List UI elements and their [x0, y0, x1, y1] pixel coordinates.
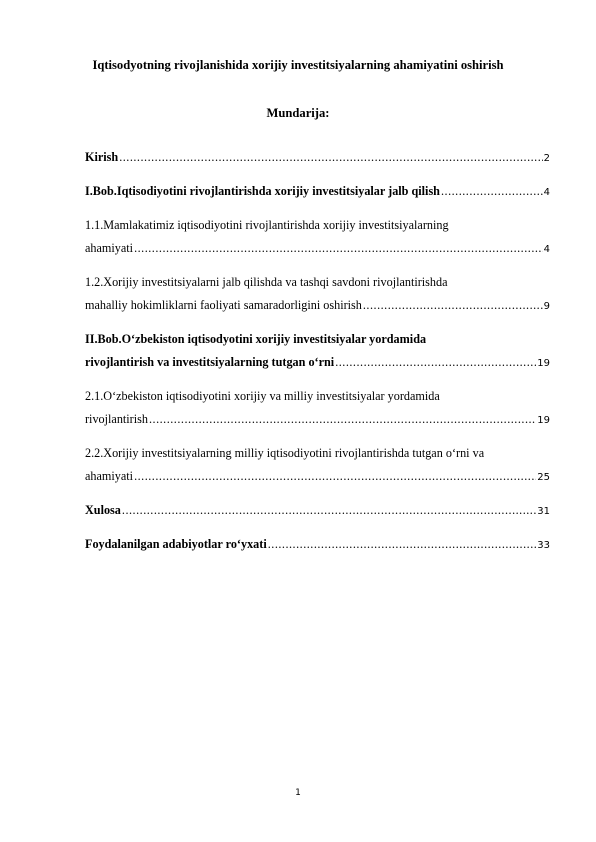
- toc-leader-dots: [335, 351, 536, 374]
- toc-entry-title-line1: 2.1.O‘zbekiston iqtisodiyotini xorijiy va milliy investitsiyalar yordamida: [85, 389, 440, 403]
- toc-entry-title-line1: 1.1.Mamlakatimiz iqtisodiyotini rivojlantirishda xorijiy investitsiyalarning: [85, 218, 449, 232]
- page-number: 1: [295, 788, 301, 798]
- toc-page-number: 9: [543, 301, 550, 312]
- toc-leader-dots: [134, 237, 543, 260]
- toc-entry-title: Xulosa: [85, 503, 121, 517]
- toc-entry[interactable]: [85, 271, 550, 318]
- toc-entry-title: I.Bob.Iqtisodiyotini rivojlantirishda xorijiy investitsiyalar jalb qilish: [85, 184, 440, 198]
- toc-entry-title-line1: II.Bob.O‘zbekiston iqtisodyotini xorijiy investitsiyalar yordamida: [85, 332, 427, 346]
- toc-leader-dots: [268, 533, 537, 556]
- toc-page-number: 4: [543, 187, 550, 198]
- toc-leader-dots: [134, 465, 536, 488]
- toc-heading: Mundarija:: [266, 106, 330, 120]
- toc-entry[interactable]: [85, 442, 550, 489]
- toc-entry[interactable]: [85, 385, 550, 432]
- toc-entry[interactable]: [85, 214, 550, 261]
- toc-entry-title: Foydalanilgan adabiyotlar ro‘yxati: [85, 537, 267, 551]
- toc-entry[interactable]: [85, 533, 550, 557]
- toc-page-number: 31: [537, 506, 550, 517]
- toc-entry-title: ahamiyati: [85, 469, 134, 483]
- toc-leader-dots: [149, 408, 536, 431]
- toc-leader-dots: [441, 180, 543, 203]
- toc-entry[interactable]: [85, 146, 550, 170]
- toc-entry-title: ahamiyati: [85, 241, 134, 255]
- toc-leader-dots: [363, 294, 543, 317]
- table-of-contents: [85, 146, 550, 567]
- toc-entry-title: rivojlantirish: [85, 412, 148, 426]
- toc-page-number: 4: [543, 244, 550, 255]
- toc-entry[interactable]: [85, 180, 550, 204]
- toc-entry-title: mahalliy hokimliklarni faoliyati samaradorligini oshirish: [85, 298, 362, 312]
- toc-leader-dots: [122, 499, 536, 522]
- toc-page-number: 2: [543, 153, 550, 164]
- toc-page-number: 25: [537, 472, 550, 483]
- toc-entry[interactable]: [85, 328, 550, 375]
- toc-entry-title: Kirish: [85, 150, 119, 164]
- toc-page-number: 33: [537, 540, 550, 551]
- document-title: Iqtisodyotning rivojlanishida xorijiy investitsiyalarning ahamiyatini oshirish: [92, 58, 504, 72]
- toc-entry[interactable]: [85, 499, 550, 523]
- toc-page-number: 19: [537, 358, 550, 369]
- toc-page-number: 19: [537, 415, 550, 426]
- toc-entry-title: rivojlantirish va investitsiyalarning tutgan o‘rni: [85, 355, 335, 369]
- toc-entry-title-line1: 1.2.Xorijiy investitsiyalarni jalb qilishda va tashqi savdoni rivojlantirishda: [85, 275, 448, 289]
- toc-leader-dots: [119, 146, 542, 169]
- toc-entry-title-line1: 2.2.Xorijiy investitsiyalarning milliy iqtisodiyotini rivojlantirishda tutgan o‘rni va: [85, 446, 485, 460]
